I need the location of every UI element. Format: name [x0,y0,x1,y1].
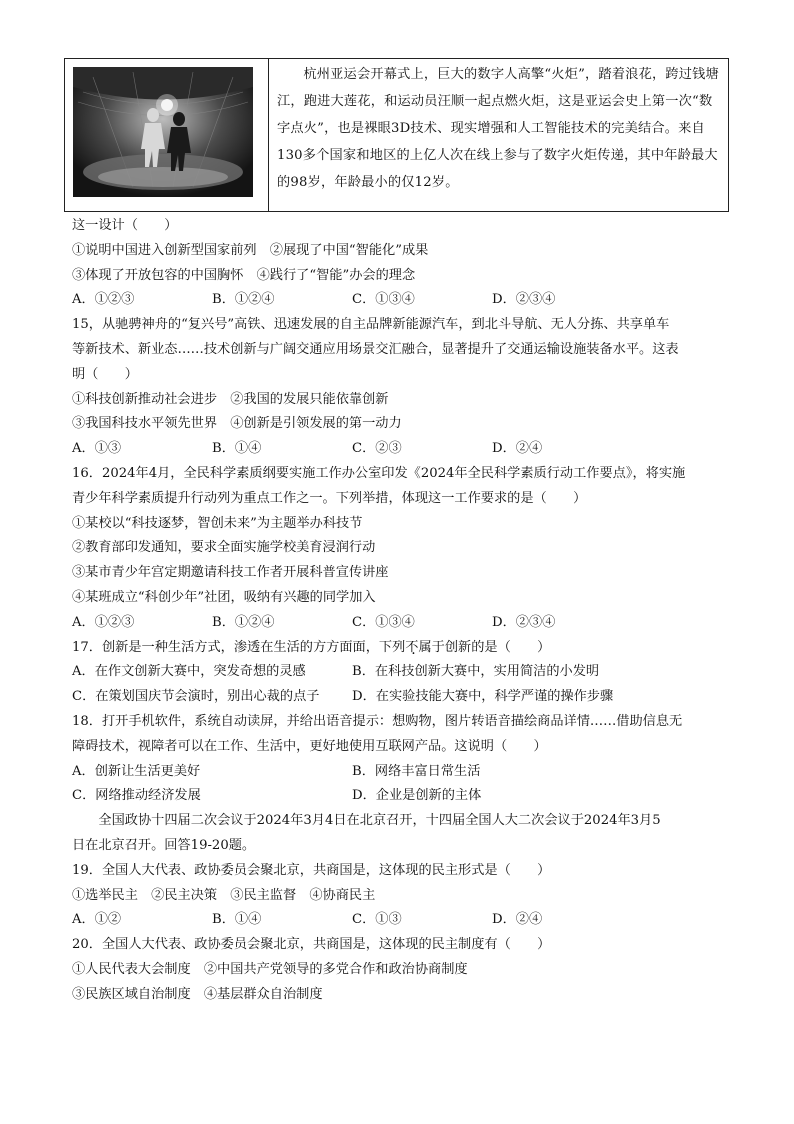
option-c[interactable]: C．①③④ [352,614,415,630]
q18-stem: 18．打开手机软件，系统自动读屏，并给出语音提示：想购物，图片转语音描绘商品详情……借助信息无 [72,713,683,729]
q15-stem: 15，从驰骋神舟的“复兴号”高铁、迅速发展的自主品牌新能源汽车，到北斗导航、无人分拣、共享单车 [72,317,670,333]
q15-stem: 明（ ） [72,366,138,382]
option-c[interactable]: C．网络推动经济发展 [72,788,201,804]
option-c[interactable]: C．①③ [352,912,402,928]
torch-photo [73,67,253,197]
option-a[interactable]: A．①②③ [72,614,135,630]
q16-item: ②教育部印发通知，要求全面实施学校美育浸润行动 [72,540,376,556]
q19-stem: 19．全国人大代表、政协委员会聚北京，共商国是，这体现的民主形式是（ ） [72,862,551,878]
q15-item: ③我国科技水平领先世界 ④创新是引领发展的第一动力 [72,416,402,432]
q18-options [72,784,732,809]
q15-stem: 等新技术、新业态……技术创新与广阔交通应用场景交汇融合，显著提升了交通运输设施装备水平。这表 [72,341,679,357]
q16-stem: 青少年科学素质提升行动列为重点工作之一。下列举措，体现这一工作要求的是（ ） [72,490,587,506]
q20-stem: 20．全国人大代表、政协委员会聚北京，共商国是，这体现的民主制度有（ ） [72,937,551,953]
option-d[interactable]: D．②③④ [492,614,556,630]
intro-passage: 杭州亚运会开幕式上，巨大的数字人高擎“火炬”，踏着浪花，跨过钱塘江，跑进大莲花，和运动员汪顺一起点燃火炬，这是亚运会史上第一次“数字点火”，也是裸眼3D技术、现实增强和人工智能技术的完美结合。来自130多个国家和地区的上亿人次在线上参与了数字火炬传递，其中年龄最大的98岁，年龄最小的仅12岁。 [277,67,719,190]
option-d[interactable]: D．在实验技能大赛中，科学严谨的操作步骤 [352,689,614,705]
option-a[interactable]: A．①② [72,912,122,928]
option-d[interactable]: D．企业是创新的主体 [352,788,482,804]
q20-item: ①人民代表大会制度 ②中国共产党领导的多党合作和政治协商制度 [72,961,468,977]
option-d[interactable]: D．②④ [492,441,543,457]
option-a[interactable]: A．创新让生活更美好 [72,763,201,779]
option-c[interactable]: C．②③ [352,441,402,457]
option-c[interactable]: C．在策划国庆节会演时，别出心裁的点子 [72,689,320,705]
q19-item: ①选举民主 ②民主决策 ③民主监督 ④协商民主 [72,887,376,903]
q18-options [72,760,732,785]
q17-stem-after: 属于创新的是（ ） [418,639,551,655]
q16-item: ③某市青少年宫定期邀请科技工作者开展科普宣传讲座 [72,565,389,581]
shared-passage: 日在北京召开。回答19-20题。 [72,837,256,853]
q17-emphasis: 不 [405,639,419,655]
q14-item: ①说明中国进入创新型国家前列 ②展现了中国“智能化”成果 [72,242,429,258]
q20-item: ③民族区域自治制度 ④基层群众自治制度 [72,986,323,1002]
q14-item: ③体现了开放包容的中国胸怀 ④践行了“智能”办会的理念 [72,267,416,283]
table-divider [268,59,269,211]
shared-passage: 全国政协十四届二次会议于2024年3月4日在北京召开，十四届全国人大二次会议于2024年3月5 [98,813,661,829]
option-d[interactable]: D．②④ [492,912,543,928]
option-a[interactable]: A．①③ [72,441,122,457]
option-b[interactable]: B．①②④ [212,614,275,630]
q15-options [72,437,732,462]
option-d[interactable]: D．②③④ [492,292,556,308]
q17-options [72,685,732,710]
q16-options [72,611,732,636]
q16-item: ①某校以“科技逐梦，智创未来”为主题举办科技节 [72,515,363,531]
questions [72,214,732,1008]
option-b[interactable]: B．网络丰富日常生活 [352,763,481,779]
option-b[interactable]: B．在科技创新大赛中，实用简洁的小发明 [352,664,600,680]
q17-stem-before: 17．创新是一种生活方式，渗透在生活的方方面面，下列 [72,639,406,655]
q16-stem: 16．2024年4月，全民科学素质纲要实施工作办公室印发《2024年全民科学素质行动工作要点》，将实施 [72,465,686,481]
option-b[interactable]: B．①④ [212,441,262,457]
option-a[interactable]: A．①②③ [72,292,135,308]
q15-item: ①科技创新推动社会进步 ②我国的发展只能依靠创新 [72,391,389,407]
option-a[interactable]: A．在作文创新大赛中，突发奇想的灵感 [72,664,306,680]
intro-table [64,58,729,212]
q14-options [72,288,732,313]
q17-options [72,660,732,685]
q19-options [72,908,732,933]
option-b[interactable]: B．①④ [212,912,262,928]
option-b[interactable]: B．①②④ [212,292,275,308]
q16-item: ④某班成立“科创少年”社团，吸纳有兴趣的同学加入 [72,589,376,605]
q14-stem: 这一设计（ ） [72,218,178,233]
option-c[interactable]: C．①③④ [352,292,415,308]
q17-stem [72,636,732,661]
q18-stem: 障碍技术，视障者可以在工作、生活中，更好地使用互联网产品。这说明（ ） [72,738,547,754]
